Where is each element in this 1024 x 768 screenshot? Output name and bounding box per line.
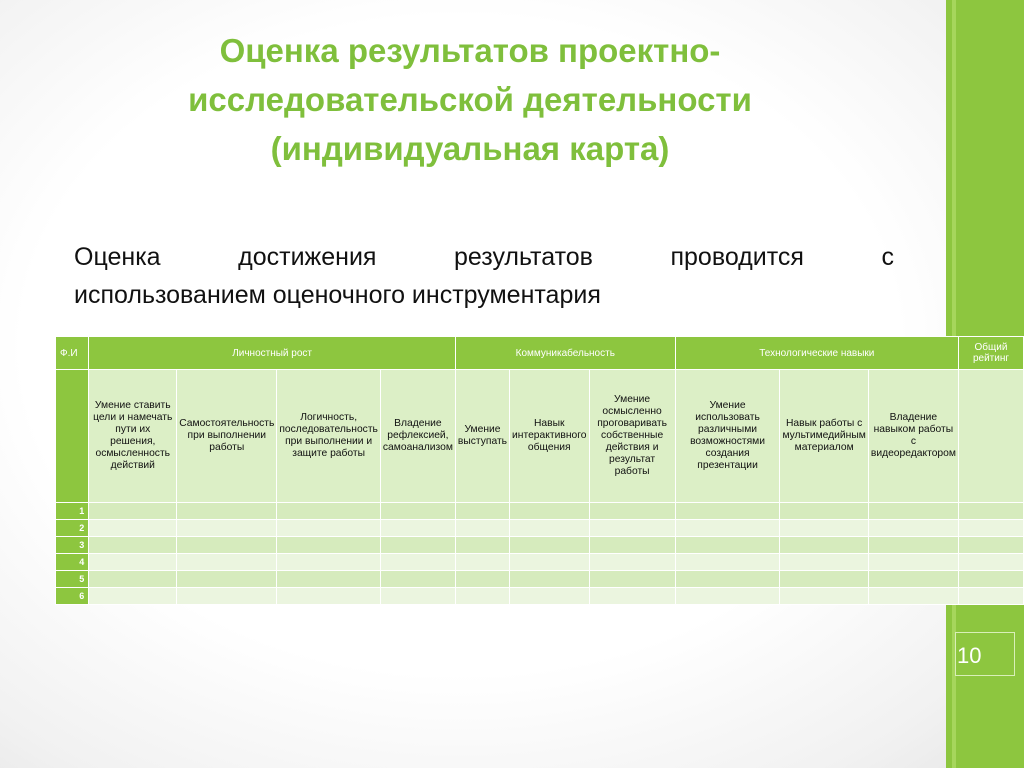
- score-cell[interactable]: [455, 537, 509, 554]
- subheader-row: [56, 370, 1024, 503]
- header-tech-skills: Технологические навыки: [675, 337, 958, 370]
- score-cell[interactable]: [380, 537, 455, 554]
- score-cell[interactable]: [958, 588, 1023, 605]
- table-row: [56, 503, 1024, 520]
- title-line-1: Оценка результатов проектно-: [219, 32, 721, 69]
- score-cell[interactable]: [780, 537, 868, 554]
- criterion-speaking: Умение выступать: [455, 370, 509, 503]
- row-number: 4: [56, 554, 89, 571]
- score-cell[interactable]: [958, 520, 1023, 537]
- score-cell[interactable]: [510, 554, 589, 571]
- score-cell[interactable]: [177, 571, 277, 588]
- score-cell[interactable]: [455, 571, 509, 588]
- title-line-3: (индивидуальная карта): [270, 130, 670, 167]
- body-word: проводится: [670, 243, 804, 271]
- score-cell[interactable]: [277, 503, 381, 520]
- criterion-multimedia: Навык работы с мультимедийным материалом: [780, 370, 868, 503]
- score-cell[interactable]: [675, 537, 780, 554]
- score-cell[interactable]: [277, 554, 381, 571]
- score-cell[interactable]: [277, 537, 381, 554]
- criterion-articulation: Умение осмысленно проговаривать собственные действия и результат работы: [589, 370, 675, 503]
- score-cell[interactable]: [510, 520, 589, 537]
- header-fio: Ф.И: [56, 337, 89, 370]
- score-cell[interactable]: [868, 588, 958, 605]
- score-cell[interactable]: [780, 503, 868, 520]
- score-cell[interactable]: [89, 537, 177, 554]
- score-cell[interactable]: [675, 554, 780, 571]
- score-cell[interactable]: [277, 571, 381, 588]
- score-cell[interactable]: [589, 588, 675, 605]
- row-number: 1: [56, 503, 89, 520]
- body-line-2: использованием оценочного инструментария: [74, 281, 601, 309]
- score-cell[interactable]: [510, 571, 589, 588]
- subheader-corner: [56, 370, 89, 503]
- score-cell[interactable]: [958, 571, 1023, 588]
- criterion-independence: Самостоятельность при выполнении работы: [177, 370, 277, 503]
- score-cell[interactable]: [675, 571, 780, 588]
- score-cell[interactable]: [455, 588, 509, 605]
- score-cell[interactable]: [89, 503, 177, 520]
- score-cell[interactable]: [455, 554, 509, 571]
- score-cell[interactable]: [510, 588, 589, 605]
- score-cell[interactable]: [589, 571, 675, 588]
- score-cell[interactable]: [177, 588, 277, 605]
- score-cell[interactable]: [380, 571, 455, 588]
- body-word: с: [881, 243, 894, 271]
- score-cell[interactable]: [675, 503, 780, 520]
- header-rating: Общий рейтинг: [958, 337, 1023, 370]
- score-cell[interactable]: [675, 588, 780, 605]
- score-cell[interactable]: [510, 503, 589, 520]
- score-cell[interactable]: [380, 503, 455, 520]
- score-cell[interactable]: [958, 554, 1023, 571]
- score-cell[interactable]: [868, 503, 958, 520]
- row-number: 6: [56, 588, 89, 605]
- score-cell[interactable]: [589, 520, 675, 537]
- table-row: [56, 571, 1024, 588]
- slide-title: [100, 26, 840, 173]
- criterion-logic: Логичность, последовательность при выполнении и защите работы: [277, 370, 381, 503]
- score-cell[interactable]: [868, 520, 958, 537]
- criterion-goals: Умение ставить цели и намечать пути их решения, осмысленность действий: [89, 370, 177, 503]
- criterion-video-editor: Владение навыком работы с видеоредактором: [868, 370, 958, 503]
- table-body: [56, 503, 1024, 605]
- score-cell[interactable]: [177, 520, 277, 537]
- table-row: [56, 554, 1024, 571]
- score-cell[interactable]: [380, 554, 455, 571]
- score-cell[interactable]: [277, 588, 381, 605]
- score-cell[interactable]: [277, 520, 381, 537]
- criterion-presentation: Умение использовать различными возможностями создания презентации: [675, 370, 780, 503]
- table-row: [56, 520, 1024, 537]
- score-cell[interactable]: [589, 537, 675, 554]
- score-cell[interactable]: [177, 554, 277, 571]
- score-cell[interactable]: [380, 520, 455, 537]
- body-word: достижения: [238, 243, 377, 271]
- score-cell[interactable]: [589, 554, 675, 571]
- score-cell[interactable]: [868, 537, 958, 554]
- body-word: Оценка: [74, 243, 161, 271]
- table-row: [56, 537, 1024, 554]
- table-row: [56, 588, 1024, 605]
- score-cell[interactable]: [89, 588, 177, 605]
- score-cell[interactable]: [89, 520, 177, 537]
- header-communication: Коммуникабельность: [455, 337, 675, 370]
- criterion-rating-blank: [958, 370, 1023, 503]
- score-cell[interactable]: [675, 520, 780, 537]
- score-cell[interactable]: [780, 520, 868, 537]
- row-number: 2: [56, 520, 89, 537]
- score-cell[interactable]: [780, 588, 868, 605]
- score-cell[interactable]: [89, 554, 177, 571]
- score-cell[interactable]: [510, 537, 589, 554]
- page-number: 10: [957, 643, 982, 668]
- score-cell[interactable]: [868, 554, 958, 571]
- score-cell[interactable]: [958, 503, 1023, 520]
- score-cell[interactable]: [455, 503, 509, 520]
- row-number: 3: [56, 537, 89, 554]
- body-word: результатов: [454, 243, 593, 271]
- header-row: [56, 337, 1024, 370]
- assessment-table: [55, 336, 1024, 605]
- score-cell[interactable]: [177, 503, 277, 520]
- score-cell[interactable]: [780, 554, 868, 571]
- row-number: 5: [56, 571, 89, 588]
- score-cell[interactable]: [780, 571, 868, 588]
- score-cell[interactable]: [868, 571, 958, 588]
- score-cell[interactable]: [958, 537, 1023, 554]
- criterion-reflection: Владение рефлексией, самоанализом: [380, 370, 455, 503]
- title-line-2: исследовательской деятельности: [188, 81, 752, 118]
- score-cell[interactable]: [589, 503, 675, 520]
- score-cell[interactable]: [177, 537, 277, 554]
- criterion-interaction: Навык интерактивного общения: [510, 370, 589, 503]
- score-cell[interactable]: [380, 588, 455, 605]
- body-paragraph: [74, 238, 894, 314]
- score-cell[interactable]: [455, 520, 509, 537]
- score-cell[interactable]: [89, 571, 177, 588]
- header-personal-growth: Личностный рост: [89, 337, 456, 370]
